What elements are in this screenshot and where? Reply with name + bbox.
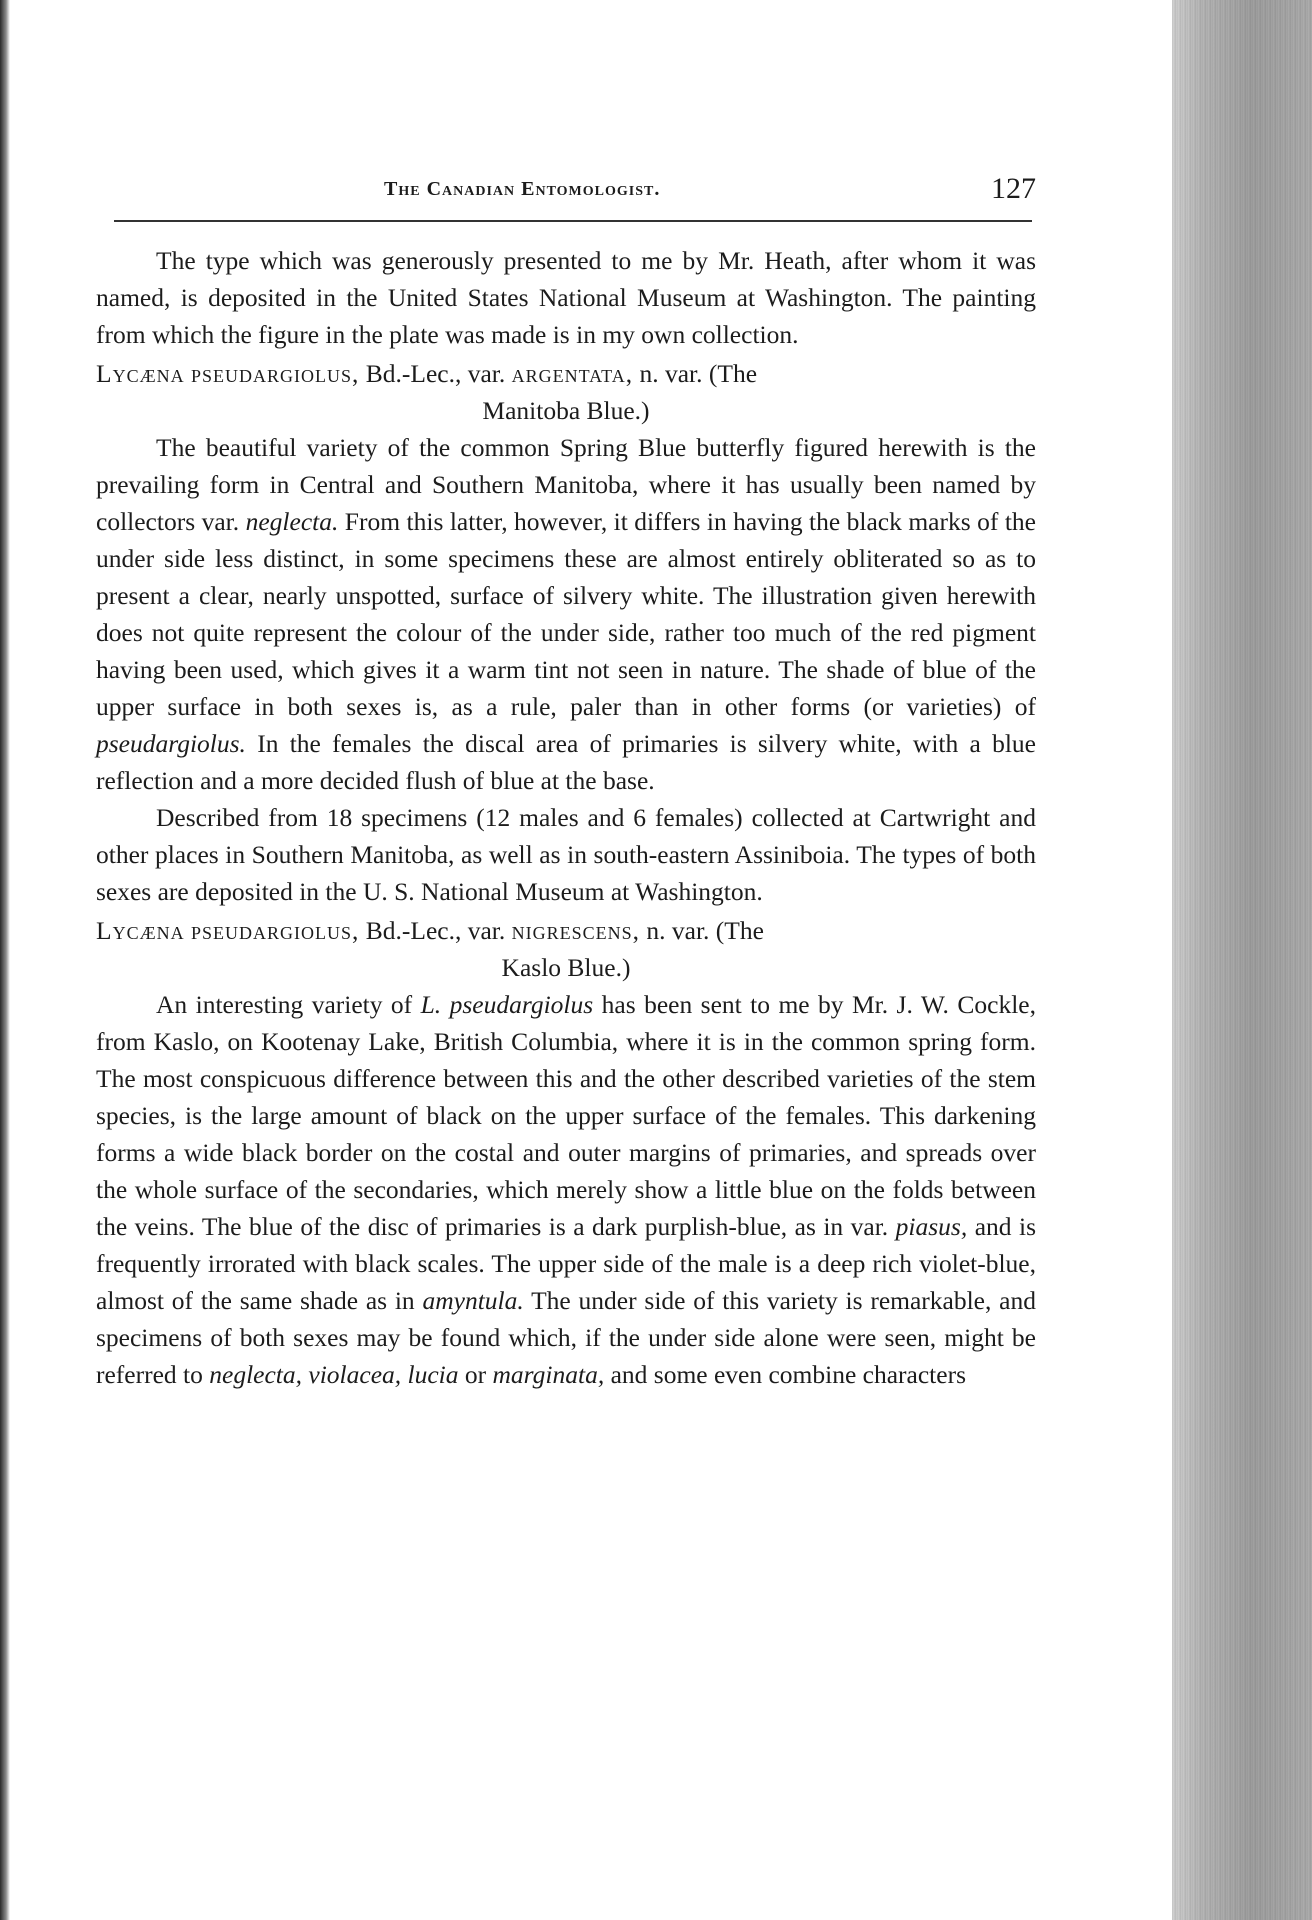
book-page	[92, 150, 1036, 1393]
paragraph-argentata-description	[92, 429, 1036, 799]
taxon-neglecta: neglecta,	[209, 1360, 303, 1389]
text-run: and some even combine characters	[604, 1360, 966, 1389]
heading-argentata	[92, 355, 1036, 429]
taxon-lucia: lucia	[407, 1360, 459, 1389]
common-name-open: (The	[715, 916, 764, 945]
species-name: pseudargiolus,	[190, 359, 360, 388]
variety-status: n. var.	[646, 916, 710, 945]
author-citation: Bd.-Lec., var.	[365, 916, 506, 945]
journal-title: The Canadian Entomologist.	[384, 178, 661, 200]
taxon-piasus: piasus,	[895, 1212, 968, 1241]
page-number: 127	[991, 172, 1036, 205]
author-citation: Bd.-Lec., var.	[365, 359, 506, 388]
text-run: has been sent to me by Mr. J. W. Cockle, from Kaslo, on Kootenay Lake, British Columbia, where it is in the common spring form. The most conspicuous difference between this and the other described varieties of the stem species, is the large amount of black on the upper surface of the females. This darkening forms a wide black border on the costal and outer margins of primaries, and spreads over the whole surface of the secondaries, which merely show a little blue on the folds between the veins. The blue of the disc of primaries is a dark purplish-blue, as in var.	[96, 990, 1036, 1241]
text-run: In the females the discal area of primaries is silvery white, with a blue reflection and a more decided flush of blue at the base.	[96, 729, 1036, 795]
taxon-violacea: violacea,	[308, 1360, 402, 1389]
variety-name: nigrescens,	[511, 916, 641, 945]
text-run: or	[458, 1360, 493, 1389]
taxon-marginata: marginata,	[492, 1360, 605, 1389]
paragraph-argentata-types: Described from 18 specimens (12 males and 6 females) collected at Cartwright and other places in Southern Manitoba, as well as in south-eastern Assiniboia. The types of both sexes are deposited in the U. S. National Museum at Washington.	[96, 803, 1036, 906]
text-run: The under side of this variety is remarkable, and specimens of both sexes may be found which, if the under side alone were seen, might be referred to	[96, 1286, 1036, 1389]
paragraph-nigrescens-description	[92, 986, 1036, 1393]
taxon-l-pseudargiolus: L. pseudargiolus	[420, 990, 594, 1019]
genus-name: Lycæna	[96, 359, 185, 388]
page-edges	[1172, 0, 1312, 1920]
taxon-neglecta: neglecta.	[245, 507, 339, 536]
paragraph-type-specimen: The type which was generously presented to me by Mr. Heath, after whom it was named, is deposited in the United States National Museum at Washington. The painting from which the figure in the plate was made is in my own collection.	[96, 246, 1036, 349]
variety-name: argentata,	[511, 359, 634, 388]
taxon-amyntula: amyntula.	[422, 1286, 524, 1315]
text-run: From this latter, however, it differs in having the black marks of the under side less distinct, in some specimens these are almost entirely obliterated so as to present a clear, nearly unspotted, surface of silvery white. The illustration given herewith does not quite represent the colour of the under side, rather too much of the red pigment having been used, which gives it a warm tint not seen in nature. The shade of blue of the upper surface in both sexes is, as a rule, paler than in other forms (or varieties) of	[96, 507, 1036, 721]
taxon-pseudargiolus: pseudargiolus.	[96, 729, 246, 758]
running-head	[92, 150, 1036, 220]
heading-nigrescens	[92, 912, 1036, 986]
common-name: Kaslo Blue.)	[501, 953, 631, 982]
book-spine-shadow	[0, 0, 10, 1920]
common-name: Manitoba Blue.)	[482, 396, 650, 425]
text-run: and is frequently irrorated with black scales. The upper side of the male is a deep rich violet-blue, almost of the same shade as in	[96, 1212, 1037, 1315]
text-run: An interesting variety of	[156, 990, 421, 1019]
species-name: pseudargiolus,	[190, 916, 360, 945]
genus-name: Lycæna	[96, 916, 185, 945]
common-name-open: (The	[708, 359, 758, 388]
text-run: The beautiful variety of the common Spring Blue butterfly figured herewith is the prevailing form in Central and Southern Manitoba, where it has usually been named by collectors var.	[96, 433, 1036, 536]
variety-status: n. var.	[639, 359, 703, 388]
header-rule	[114, 220, 1032, 222]
